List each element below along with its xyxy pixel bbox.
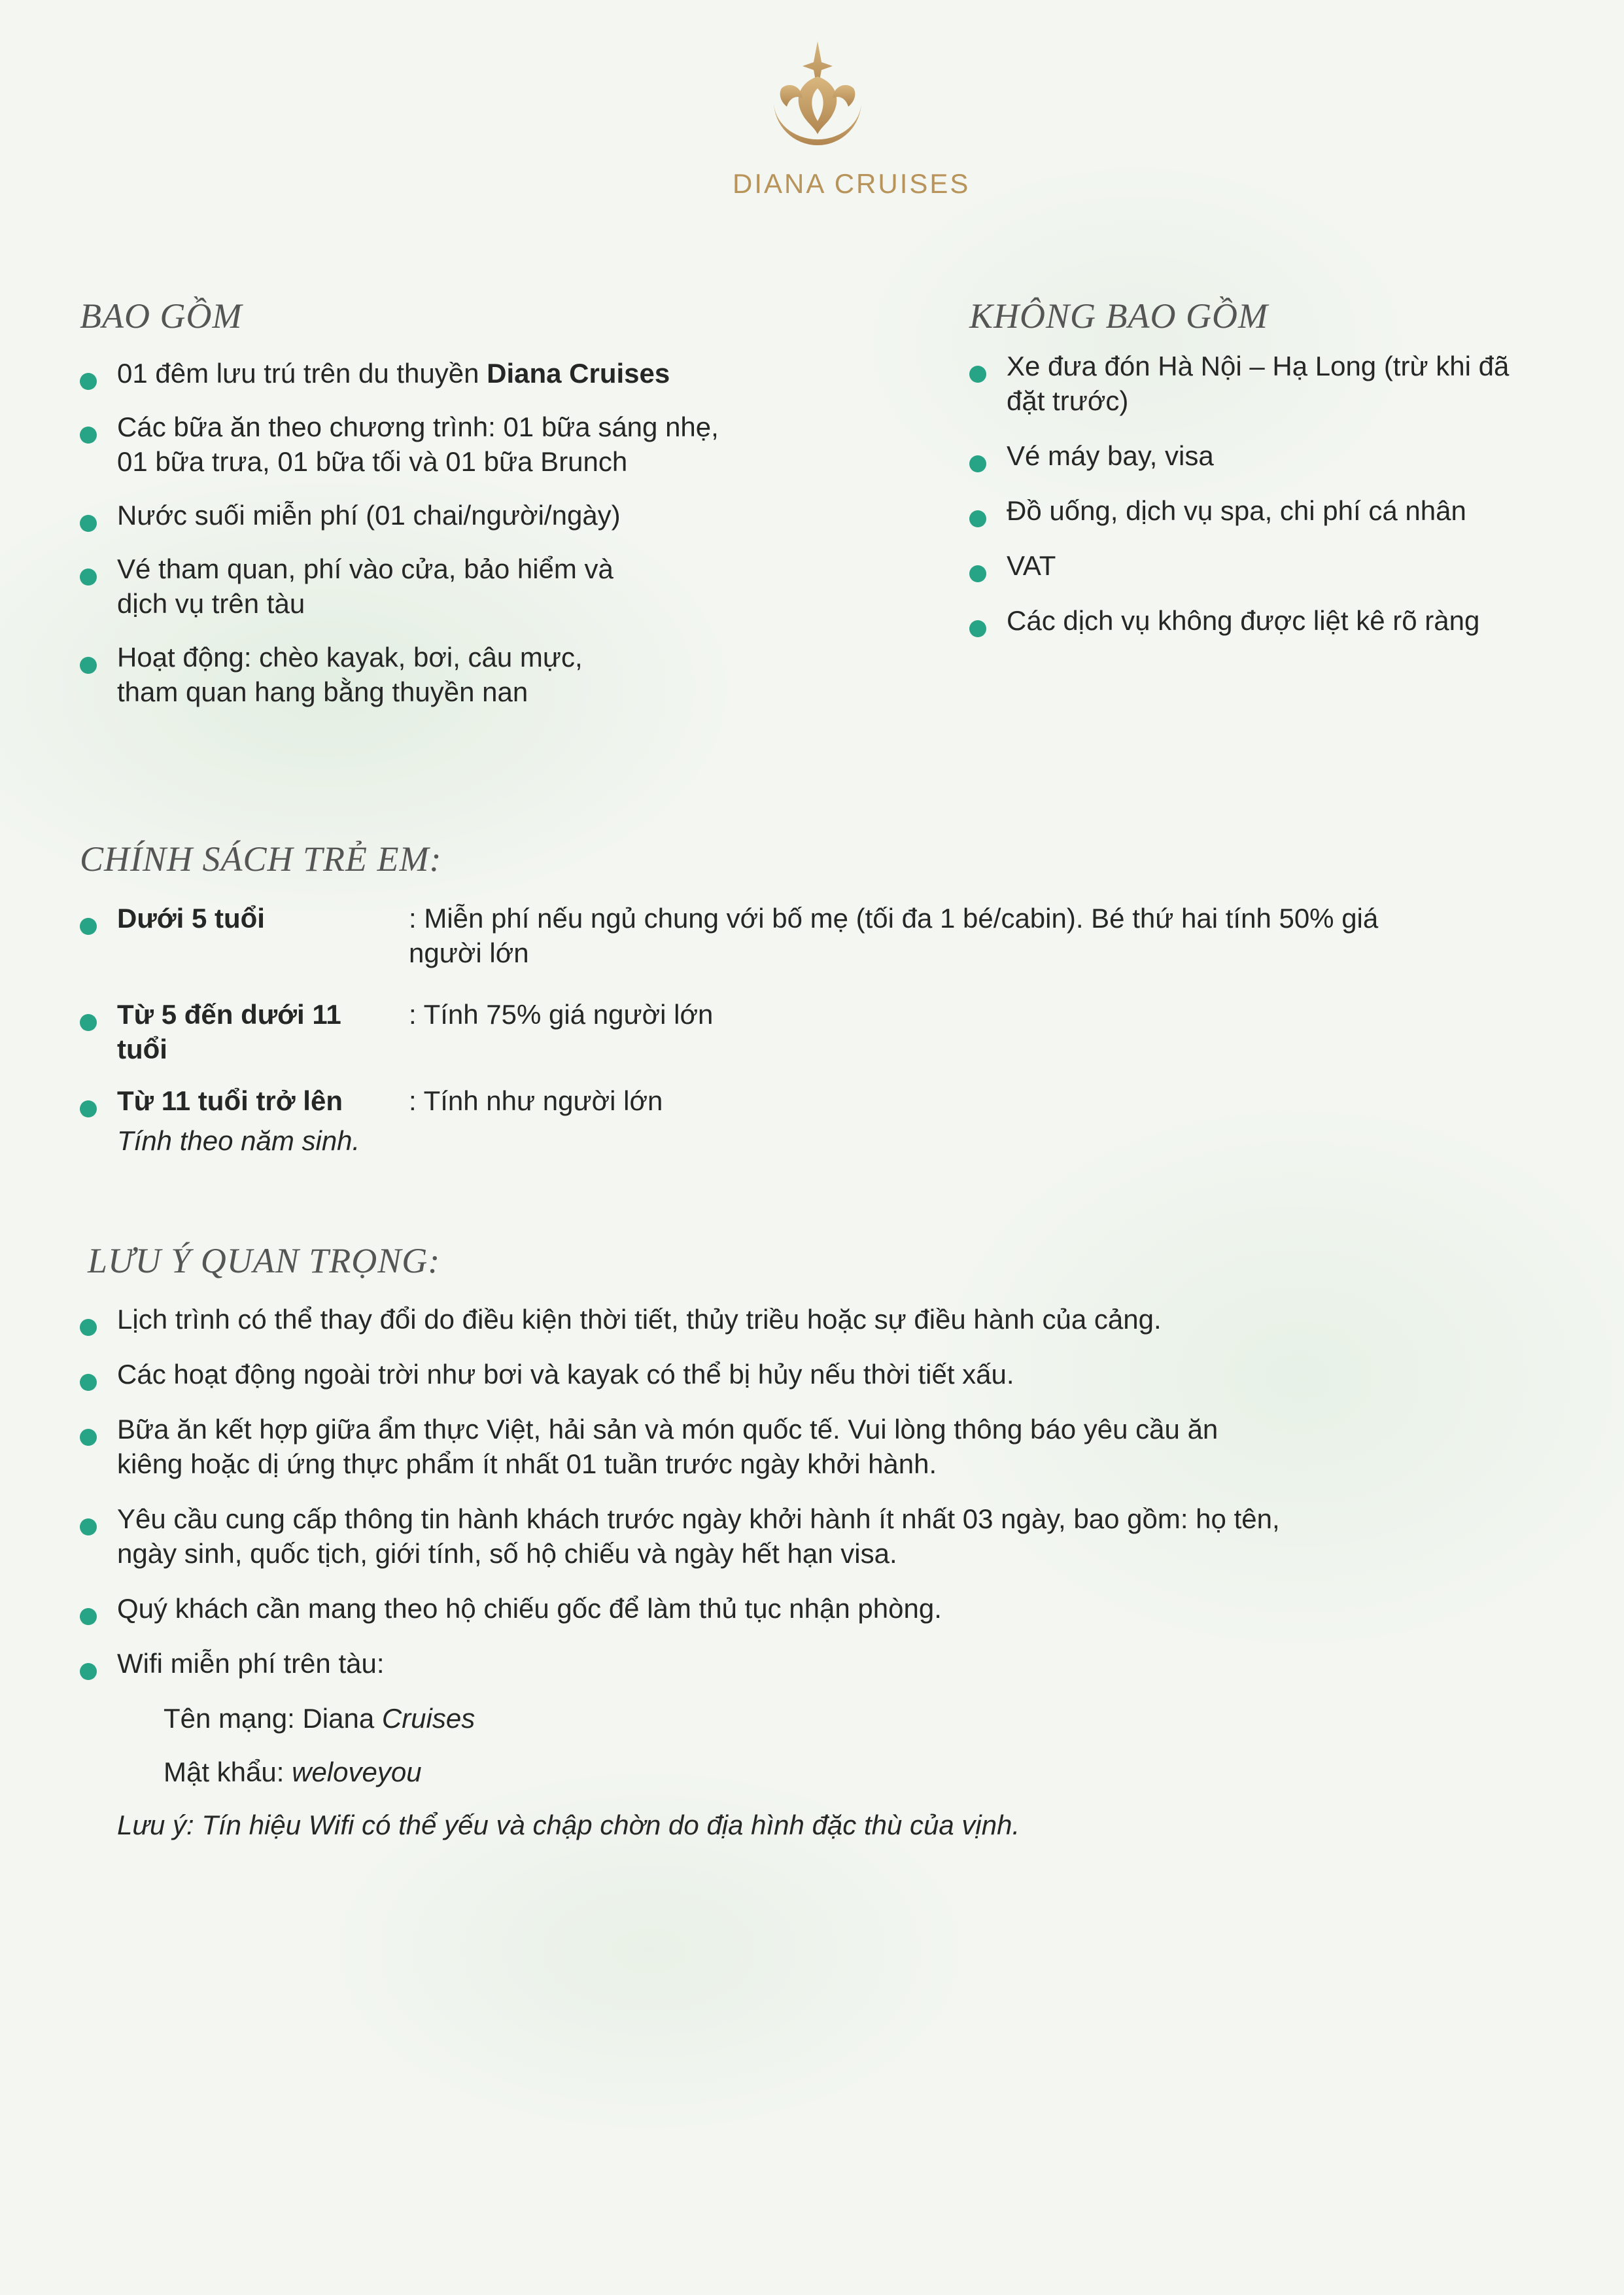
child-price-value: : Tính 75% giá người lớn — [409, 999, 714, 1030]
list-item: Quý khách cần mang theo hộ chiếu gốc để làm thủ tục nhận phòng. — [80, 1591, 1551, 1626]
list-item: Các dịch vụ không được liệt kê rõ ràng — [969, 603, 1591, 638]
bullet-icon — [80, 1608, 97, 1625]
brand-name: DIANA CRUISES — [733, 168, 971, 199]
list-item: Đồ uống, dịch vụ spa, chi phí cá nhân — [969, 493, 1591, 528]
bullet-icon — [80, 1374, 97, 1391]
list-item: Vé máy bay, visa — [969, 438, 1591, 473]
bullet-icon — [80, 1100, 97, 1117]
bullet-icon — [969, 455, 986, 472]
child-price-value: : Miễn phí nếu ngủ chung với bố mẹ (tối đa 1 bé/cabin). Bé thứ hai tính 50% giá người lớn — [409, 903, 1379, 968]
included-heading: BAO GỒM — [80, 296, 243, 336]
bullet-icon — [969, 510, 986, 527]
excluded-heading: KHÔNG BAO GỒM — [969, 296, 1268, 336]
child-age-label: Từ 11 tuổi trở lên — [117, 1085, 343, 1116]
bullet-icon — [80, 569, 97, 586]
bullet-icon — [80, 1429, 97, 1446]
bullet-icon — [80, 1663, 97, 1680]
bullet-icon — [80, 427, 97, 444]
wifi-password: Mật khẩu: weloveyou — [164, 1757, 422, 1787]
notes-heading: LƯU Ý QUAN TRỌNG: — [88, 1241, 441, 1280]
bullet-icon — [80, 657, 97, 674]
bullet-icon — [80, 373, 97, 390]
child-age-label: Từ 5 đến dưới 11 tuổi — [117, 999, 341, 1064]
list-item: Xe đưa đón Hà Nội – Hạ Long (trừ khi đã đặt trước) — [969, 349, 1591, 418]
list-item: 01 đêm lưu trú trên du thuyền Diana Cruises — [80, 356, 865, 391]
child-price-value: : Tính như người lớn — [409, 1085, 663, 1116]
logo — [733, 36, 971, 200]
bullet-icon — [80, 1518, 97, 1535]
wifi-network: Tên mạng: Diana Cruises — [164, 1703, 475, 1734]
bullet-icon — [80, 1014, 97, 1031]
child-age-label: Dưới 5 tuổi — [117, 903, 265, 934]
list-item: Các bữa ăn theo chương trình: 01 bữa sáng nhẹ, 01 bữa trưa, 01 bữa tối và 01 bữa Brunch — [80, 410, 865, 479]
bullet-icon — [80, 1319, 97, 1336]
list-item: Vé tham quan, phí vào cửa, bảo hiểm và dịch vụ trên tàu — [80, 552, 865, 621]
list-item: Yêu cầu cung cấp thông tin hành khách trước ngày khởi hành ít nhất 03 ngày, bao gồm: họ tên, ngày sinh, quốc tịch, giới tính, số hộ chiếu và ngày hết hạn visa. — [80, 1501, 1551, 1571]
included-list — [80, 356, 865, 728]
list-item: Bữa ăn kết hợp giữa ẩm thực Việt, hải sản và món quốc tế. Vui lòng thông báo yêu cầu ăn kiêng hoặc dị ứng thực phẩm ít nhất 01 tuần trước ngày khởi hành. — [80, 1412, 1551, 1481]
bullet-icon — [969, 565, 986, 582]
list-item: Wifi miễn phí trên tàu: — [80, 1646, 1551, 1681]
bullet-icon — [80, 515, 97, 532]
bullet-icon — [969, 366, 986, 383]
excluded-list — [969, 349, 1591, 658]
list-item: Các hoạt động ngoài trời như bơi và kayak có thể bị hủy nếu thời tiết xấu. — [80, 1357, 1551, 1392]
diana-cruises-emblem-icon — [755, 36, 880, 160]
children-policy-heading: CHÍNH SÁCH TRẺ EM: — [80, 839, 442, 879]
list-item: Nước suối miễn phí (01 chai/người/ngày) — [80, 498, 865, 533]
list-item: Hoạt động: chèo kayak, bơi, câu mực, tham quan hang bằng thuyền nan — [80, 640, 865, 709]
notes-list — [80, 1302, 1551, 1701]
list-item: VAT — [969, 548, 1591, 583]
children-note: Tính theo năm sinh. — [117, 1125, 360, 1156]
bullet-icon — [80, 918, 97, 935]
list-item: Lịch trình có thể thay đổi do điều kiện thời tiết, thủy triều hoặc sự điều hành của cảng. — [80, 1302, 1551, 1337]
wifi-footnote: Lưu ý: Tín hiệu Wifi có thể yếu và chập chờn do địa hình đặc thù của vịnh. — [117, 1810, 1020, 1840]
bullet-icon — [969, 620, 986, 637]
